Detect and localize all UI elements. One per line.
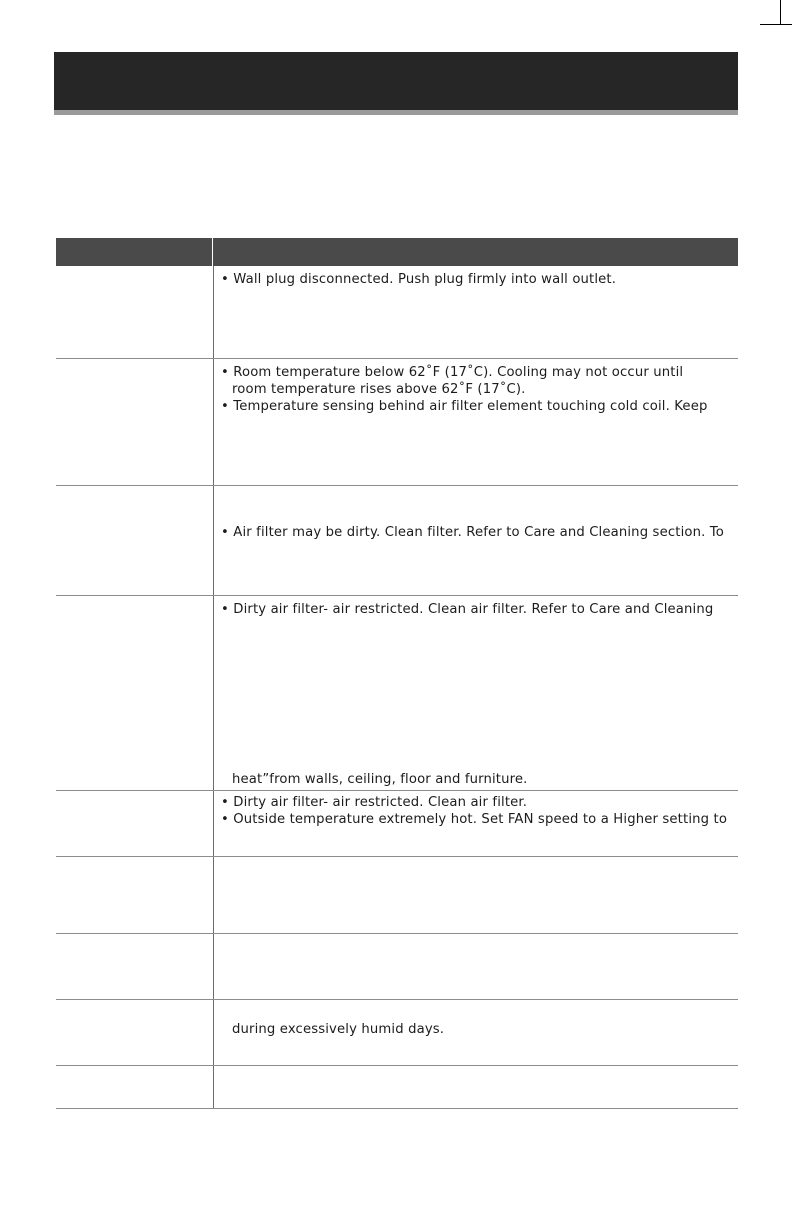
solution-cell (214, 1066, 738, 1108)
solution-line: during excessively humid days. (232, 1022, 445, 1037)
crop-mark-vertical (780, 0, 781, 24)
table-row (56, 486, 738, 596)
solution-cell (214, 486, 738, 595)
solution-line: • Outside temperature extremely hot. Set FAN speed to a Higher setting to (221, 812, 728, 827)
problem-cell (56, 266, 214, 358)
problem-cell (56, 1066, 214, 1108)
solution-cell (214, 934, 738, 999)
solution-line: heat”from walls, ceiling, floor and furniture. (232, 772, 528, 787)
table-row (56, 1066, 738, 1109)
solution-line: • Room temperature below 62˚F (17˚C). Cooling may not occur until (221, 365, 684, 380)
solution-line: room temperature rises above 62˚F (17˚C). (232, 382, 526, 397)
table-row (56, 857, 738, 934)
solution-cell (214, 266, 738, 358)
table-row (56, 359, 738, 486)
solution-line: • Temperature sensing behind air filter element touching cold coil. Keep (221, 399, 708, 414)
solution-line: • Dirty air filter- air restricted. Clean air filter. (221, 795, 528, 810)
problem-cell (56, 486, 214, 595)
solution-cell (214, 791, 738, 856)
problem-cell (56, 1000, 214, 1065)
section-header-rule (54, 110, 738, 115)
solution-cell (214, 857, 738, 933)
solution-cell (214, 596, 738, 790)
solution-line: • Wall plug disconnected. Push plug firmly into wall outlet. (221, 272, 617, 287)
solution-cell (214, 1000, 738, 1065)
header-cell-solution (213, 238, 738, 266)
problem-cell (56, 791, 214, 856)
problem-cell (56, 359, 214, 485)
section-header-band (54, 52, 738, 110)
table-header (56, 238, 738, 266)
header-cell-problem (56, 238, 213, 266)
solution-line: • Air filter may be dirty. Clean filter. Refer to Care and Cleaning section. To (221, 525, 724, 540)
table-row (56, 934, 738, 1000)
troubleshooting-table (56, 238, 738, 1109)
table-row (56, 596, 738, 791)
table-row (56, 266, 738, 359)
table-row (56, 791, 738, 857)
solution-cell (214, 359, 738, 485)
problem-cell (56, 596, 214, 790)
solution-line: • Dirty air filter- air restricted. Clean air filter. Refer to Care and Cleaning (221, 602, 714, 617)
crop-mark-horizontal (760, 24, 792, 25)
problem-cell (56, 934, 214, 999)
table-row (56, 1000, 738, 1066)
problem-cell (56, 857, 214, 933)
